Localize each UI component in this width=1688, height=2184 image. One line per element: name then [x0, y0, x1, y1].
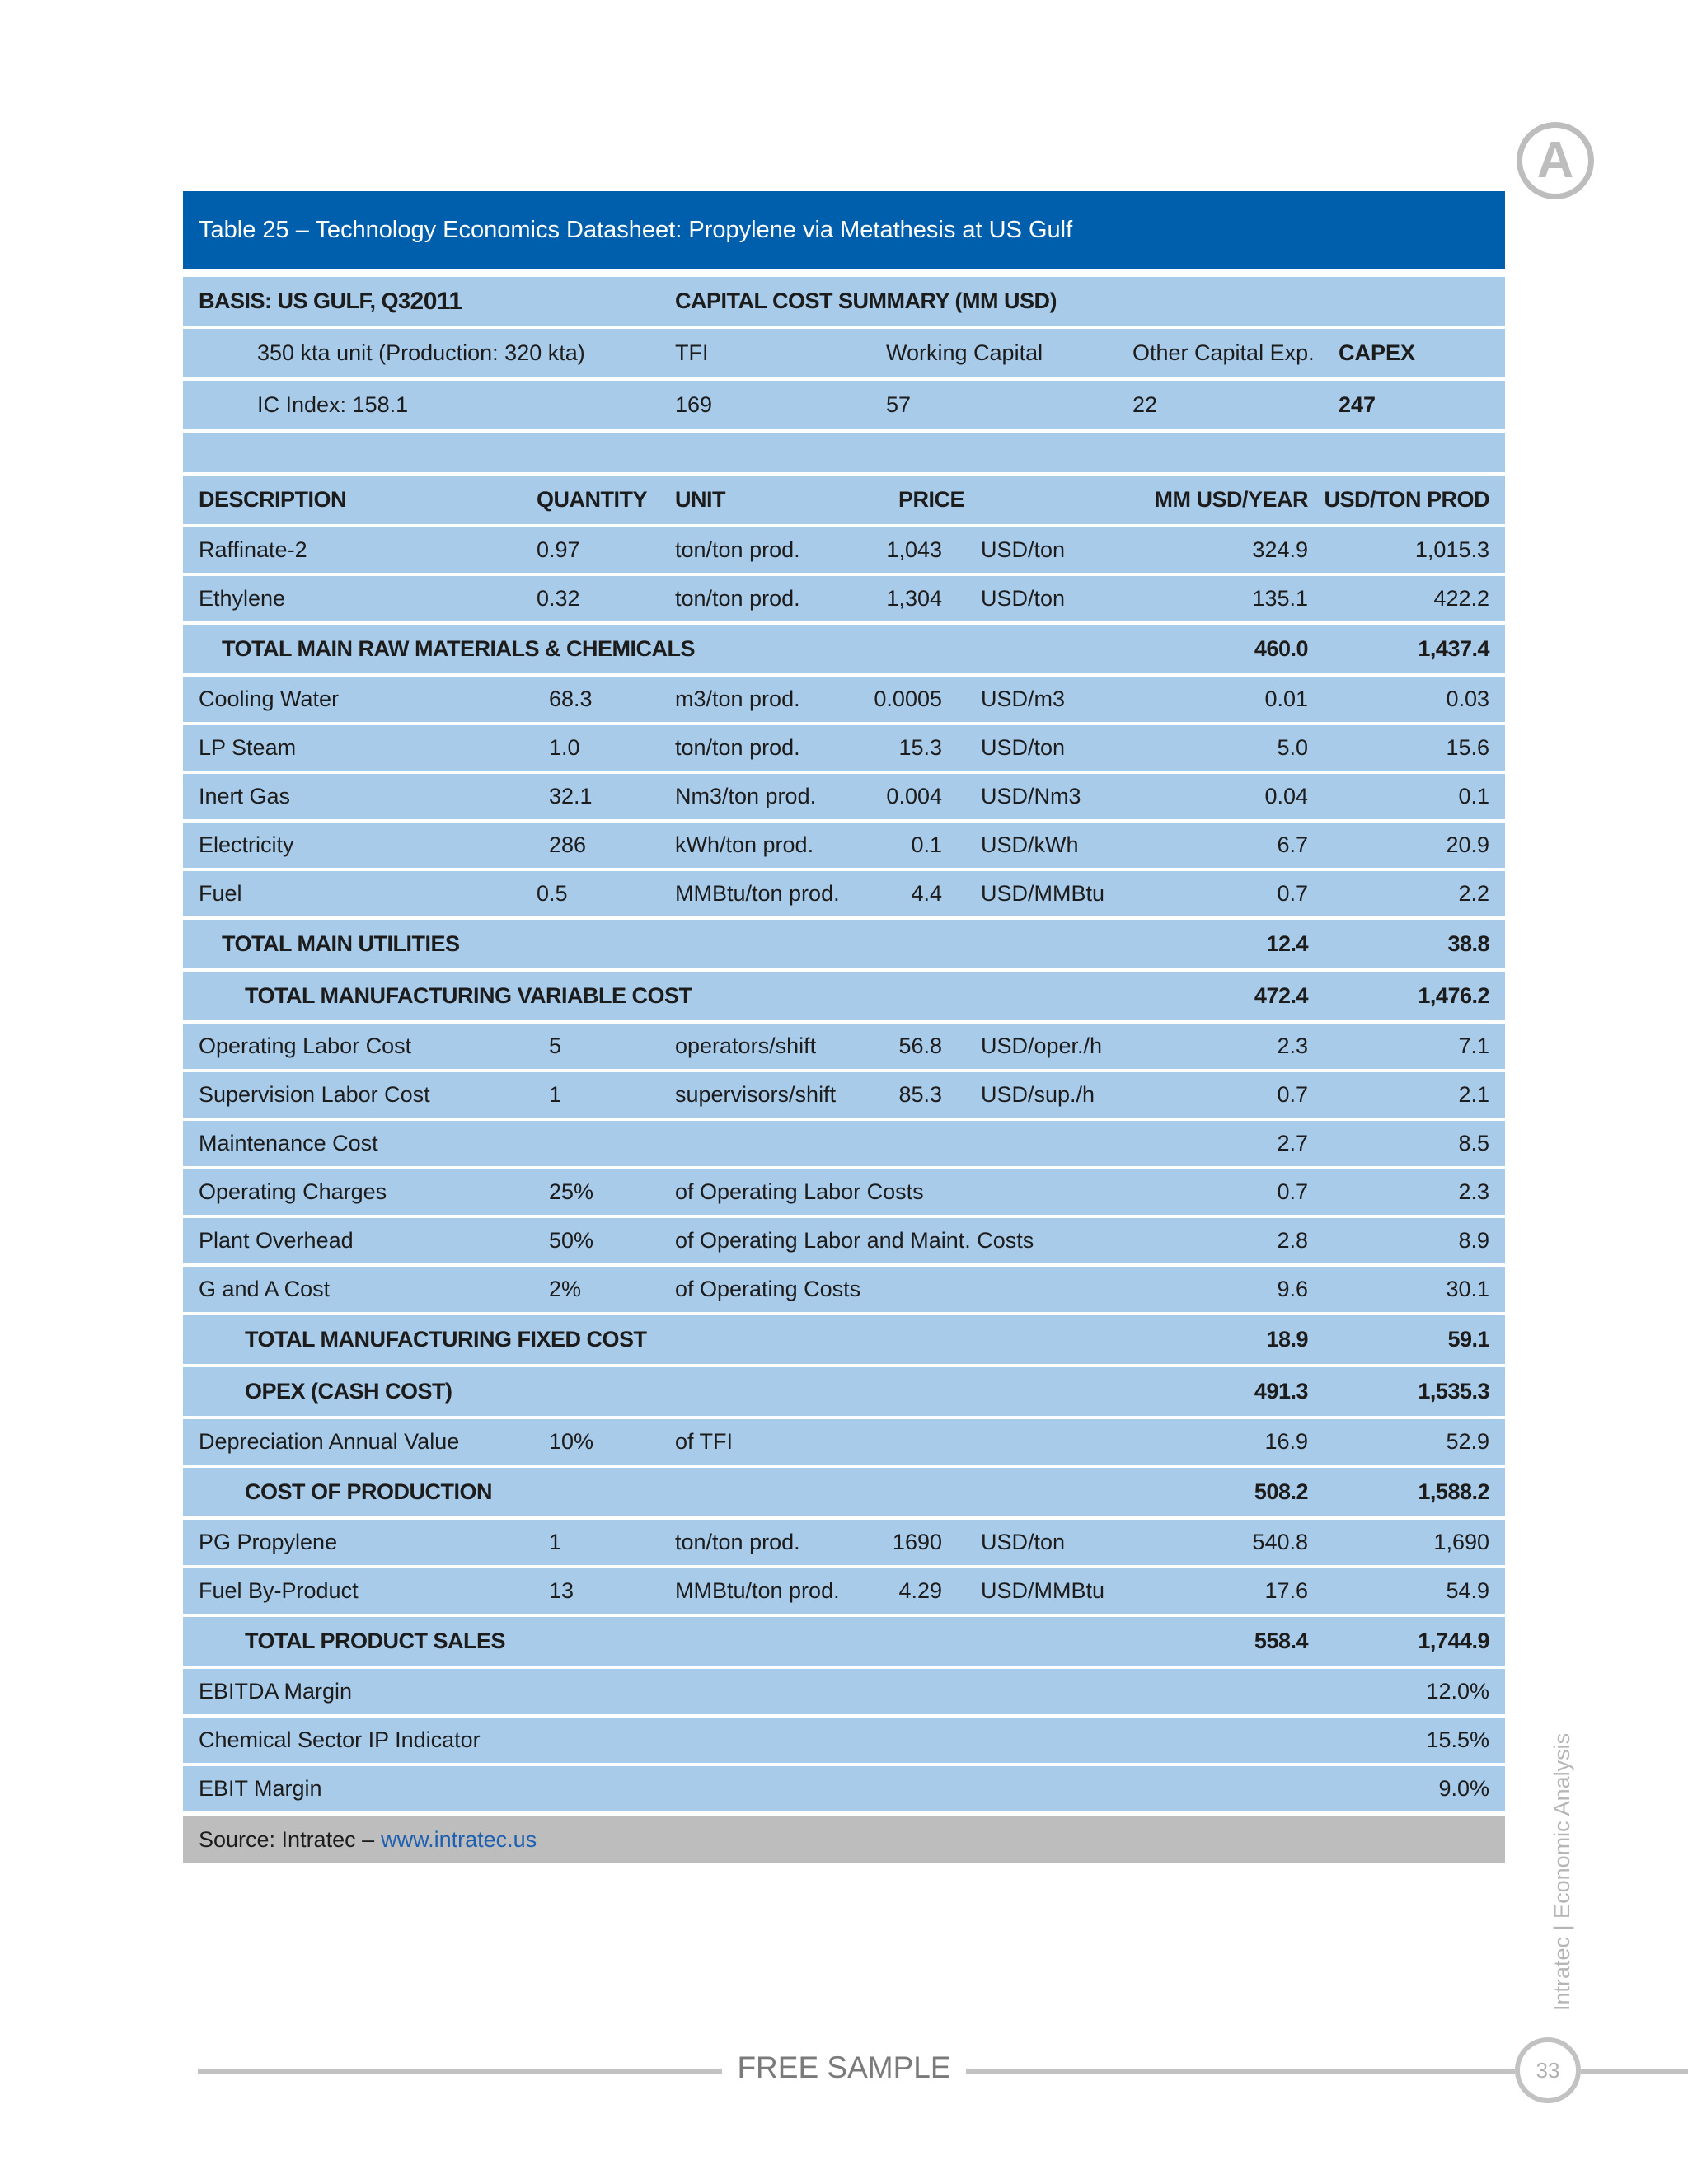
- capital-val-tfi: 169: [675, 392, 713, 417]
- cell-qty: 10%: [549, 1429, 594, 1454]
- cell-usd: 0.1: [1458, 784, 1489, 808]
- cell-unit: ton/ton prod.: [675, 537, 800, 562]
- cell-qty: 1: [549, 1530, 562, 1554]
- cell-usd: 0.03: [1446, 687, 1489, 711]
- cell-mm: 12.4: [1266, 931, 1308, 956]
- table-row: [183, 823, 1505, 871]
- cell-mm: 0.01: [1264, 687, 1308, 711]
- capital-val-working: 57: [886, 392, 912, 417]
- cell-unit: ton/ton prod.: [675, 735, 800, 760]
- cell-qty: 1.0: [549, 735, 580, 760]
- cell-mm: 2.8: [1277, 1228, 1308, 1253]
- cell-desc: Raffinate-2: [199, 537, 307, 562]
- footer-text: FREE SAMPLE: [722, 2050, 965, 2084]
- cell-desc: Fuel By-Product: [199, 1578, 359, 1603]
- cell-punit: USD/Nm3: [981, 784, 1081, 808]
- cell-unit: of Operating Labor and Maint. Costs: [675, 1228, 1034, 1253]
- cell-punit: USD/MMBtu: [981, 881, 1105, 906]
- cell-usd: 15.5%: [1426, 1727, 1489, 1752]
- cell-desc: Plant Overhead: [199, 1228, 354, 1253]
- table-title: Table 25 – Technology Economics Datasheet: Propylene via Metathesis at US Gulf: [183, 191, 1505, 269]
- cell-usd: 52.9: [1446, 1429, 1489, 1454]
- cell-price: 0.0005: [874, 687, 942, 711]
- cell-unit: Nm3/ton prod.: [675, 784, 817, 808]
- cell-mm: 460.0: [1254, 636, 1308, 661]
- cell-desc: TOTAL MANUFACTURING VARIABLE COST: [245, 983, 692, 1008]
- cell-qty: 32.1: [549, 784, 593, 808]
- cell-unit: kWh/ton prod.: [675, 832, 814, 857]
- table-row: [183, 576, 1505, 625]
- cell-desc: Depreciation Annual Value: [199, 1429, 460, 1454]
- table-row: [183, 1218, 1505, 1267]
- cell-price: 1690: [892, 1530, 942, 1554]
- cell-mm: 2.7: [1277, 1131, 1308, 1155]
- cell-desc: Ethylene: [199, 586, 286, 611]
- cell-mm: 6.7: [1277, 832, 1308, 857]
- cell-punit: USD/ton: [981, 735, 1066, 760]
- cell-punit: USD/kWh: [981, 832, 1079, 857]
- cell-usd: 2.1: [1458, 1082, 1489, 1107]
- source-label: Source: Intratec –: [199, 1826, 375, 1852]
- total-row: [183, 972, 1505, 1024]
- cell-desc: PG Propylene: [199, 1530, 338, 1554]
- cell-punit: USD/m3: [981, 687, 1066, 711]
- cell-usd: 2.3: [1458, 1179, 1489, 1204]
- cell-desc: OPEX (CASH COST): [245, 1379, 452, 1404]
- table-row: [183, 725, 1505, 774]
- cell-mm: 5.0: [1277, 735, 1308, 760]
- cell-mm: 491.3: [1254, 1379, 1308, 1404]
- cell-unit: of Operating Labor Costs: [675, 1179, 924, 1204]
- cell-unit: operators/shift: [675, 1033, 817, 1058]
- cell-usd: 1,690: [1433, 1530, 1489, 1554]
- cell-mm: 18.9: [1266, 1327, 1308, 1352]
- header-quantity: QUANTITY: [537, 487, 647, 512]
- cell-mm: 16.9: [1264, 1429, 1308, 1454]
- page-number: 33: [1515, 2037, 1581, 2103]
- table-row: [183, 1718, 1505, 1766]
- capital-values-row: [183, 381, 1505, 433]
- cell-usd: 38.8: [1447, 931, 1489, 956]
- cell-usd: 12.0%: [1426, 1679, 1489, 1704]
- cell-usd: 1,476.2: [1418, 983, 1489, 1008]
- table-row: [183, 1121, 1505, 1169]
- cell-usd: 1,015.3: [1414, 537, 1489, 562]
- cell-qty: 0.97: [537, 537, 580, 562]
- cell-mm: 0.04: [1264, 784, 1308, 808]
- cell-desc: Operating Labor Cost: [199, 1033, 412, 1058]
- cell-usd: 7.1: [1458, 1033, 1489, 1058]
- table-row: [183, 1568, 1505, 1617]
- table-row: [183, 1419, 1505, 1468]
- cell-mm: 2.3: [1277, 1033, 1308, 1058]
- basis-label: [199, 277, 462, 326]
- capital-col-tfi: TFI: [675, 340, 709, 365]
- cell-qty: 13: [549, 1578, 574, 1603]
- cell-qty: 68.3: [549, 687, 593, 711]
- cell-usd: 422.2: [1433, 586, 1489, 611]
- total-row: [183, 625, 1505, 677]
- total-row: [183, 1617, 1505, 1669]
- cell-desc: EBITDA Margin: [199, 1679, 353, 1704]
- capital-columns-row: [183, 329, 1505, 381]
- unit-description: 350 kta unit (Production: 320 kta): [257, 340, 585, 365]
- table-row: [183, 527, 1505, 576]
- cell-price: 0.004: [886, 784, 942, 808]
- cell-unit: m3/ton prod.: [675, 687, 800, 711]
- cell-mm: 0.7: [1277, 1179, 1308, 1204]
- cell-unit: ton/ton prod.: [675, 586, 800, 611]
- total-row: [183, 1315, 1505, 1367]
- header-description: DESCRIPTION: [199, 487, 347, 512]
- cell-desc: TOTAL MAIN RAW MATERIALS & CHEMICALS: [222, 636, 695, 661]
- header-usd-ton-prod: USD/TON PROD: [1324, 487, 1489, 512]
- basis-row: [183, 277, 1505, 329]
- cell-unit: of TFI: [675, 1429, 734, 1454]
- cell-price: 0.1: [911, 832, 942, 857]
- cell-desc: Supervision Labor Cost: [199, 1082, 430, 1107]
- cell-qty: 1: [549, 1082, 562, 1107]
- source-link[interactable]: www.intratec.us: [381, 1826, 537, 1852]
- cell-mm: 17.6: [1264, 1578, 1308, 1603]
- cell-desc: Fuel: [199, 881, 242, 906]
- capital-cost-header: CAPITAL COST SUMMARY (MM USD): [675, 288, 1057, 313]
- cell-mm: 508.2: [1254, 1479, 1308, 1504]
- cell-desc: Electricity: [199, 832, 294, 857]
- cell-desc: Maintenance Cost: [199, 1131, 378, 1155]
- cell-price: 85.3: [898, 1082, 942, 1107]
- intratec-logo-icon: A: [1517, 122, 1594, 199]
- spacer-row: [183, 433, 1505, 476]
- capital-col-working: Working Capital: [886, 340, 1043, 365]
- cell-punit: USD/ton: [981, 586, 1066, 611]
- cell-mm: 135.1: [1252, 586, 1308, 611]
- capital-val-other: 22: [1132, 392, 1158, 417]
- cell-desc: EBIT Margin: [199, 1776, 322, 1801]
- header-price: PRICE: [898, 487, 965, 512]
- cell-mm: 0.7: [1277, 1082, 1308, 1107]
- cell-punit: USD/ton: [981, 1530, 1066, 1554]
- cell-usd: 15.6: [1446, 735, 1489, 760]
- table-row: [183, 1072, 1505, 1121]
- table-row: [183, 774, 1505, 823]
- cell-qty: 50%: [549, 1228, 594, 1253]
- cell-price: 15.3: [898, 735, 942, 760]
- cell-usd: 1,588.2: [1418, 1479, 1489, 1504]
- cell-punit: USD/oper./h: [981, 1033, 1103, 1058]
- cell-qty: 286: [549, 832, 587, 857]
- cell-unit: ton/ton prod.: [675, 1530, 800, 1554]
- cell-unit: MMBtu/ton prod.: [675, 881, 840, 906]
- cell-mm: 558.4: [1254, 1629, 1308, 1653]
- economics-datasheet-table: [183, 191, 1505, 1863]
- cell-desc: Operating Charges: [199, 1179, 387, 1204]
- cell-price: 56.8: [898, 1033, 942, 1058]
- table-row: [183, 1024, 1505, 1072]
- cell-desc: G and A Cost: [199, 1277, 331, 1301]
- cell-usd: 9.0%: [1438, 1776, 1489, 1801]
- cell-qty: 0.5: [537, 881, 568, 906]
- basis-year: 2011: [410, 287, 462, 315]
- cell-qty: 5: [549, 1033, 562, 1058]
- cell-unit: MMBtu/ton prod.: [675, 1578, 840, 1603]
- cell-qty: 25%: [549, 1179, 594, 1204]
- basis-text: BASIS: US GULF, Q3: [199, 288, 410, 313]
- cell-desc: COST OF PRODUCTION: [245, 1479, 492, 1504]
- cell-price: 1,043: [886, 537, 942, 562]
- cell-punit: USD/ton: [981, 537, 1066, 562]
- table-row: [183, 1766, 1505, 1815]
- footer-free-sample: [0, 2050, 1688, 2085]
- header-mm-usd-year: MM USD/YEAR: [1154, 487, 1308, 512]
- cell-usd: 8.5: [1458, 1131, 1489, 1155]
- cell-usd: 1,437.4: [1418, 636, 1489, 661]
- cell-usd: 30.1: [1446, 1277, 1489, 1301]
- capital-col-capex: CAPEX: [1339, 340, 1416, 365]
- table-row: [183, 677, 1505, 725]
- cell-mm: 540.8: [1252, 1530, 1308, 1554]
- cell-qty: 0.32: [537, 586, 580, 611]
- column-header-row: [183, 476, 1505, 527]
- cell-desc: TOTAL PRODUCT SALES: [245, 1629, 506, 1653]
- cell-usd: 20.9: [1446, 832, 1489, 857]
- cell-punit: USD/MMBtu: [981, 1578, 1105, 1603]
- total-row: [183, 1367, 1505, 1419]
- header-unit: UNIT: [675, 487, 725, 512]
- cell-desc: Inert Gas: [199, 784, 291, 808]
- cell-desc: Cooling Water: [199, 687, 340, 711]
- cell-unit: supervisors/shift: [675, 1082, 837, 1107]
- table-row: [183, 1520, 1505, 1568]
- cell-desc: Chemical Sector IP Indicator: [199, 1727, 481, 1752]
- cell-usd: 54.9: [1446, 1578, 1489, 1603]
- cell-mm: 472.4: [1254, 983, 1308, 1008]
- cell-price: 4.4: [911, 881, 942, 906]
- cell-usd: 8.9: [1458, 1228, 1489, 1253]
- capital-col-other: Other Capital Exp.: [1132, 340, 1315, 365]
- cell-desc: LP Steam: [199, 735, 297, 760]
- table-row: [183, 1669, 1505, 1718]
- cell-qty: 2%: [549, 1277, 582, 1301]
- side-label: Intratec | Economic Analysis: [1550, 1732, 1574, 2011]
- ic-index: IC Index: 158.1: [257, 392, 409, 417]
- cell-unit: of Operating Costs: [675, 1277, 861, 1301]
- cell-price: 4.29: [898, 1578, 942, 1603]
- cell-usd: 2.2: [1458, 881, 1489, 906]
- cell-price: 1,304: [886, 586, 942, 611]
- table-row: [183, 1169, 1505, 1218]
- cell-mm: 0.7: [1277, 881, 1308, 906]
- table-row: [183, 871, 1505, 920]
- cell-usd: 1,744.9: [1418, 1629, 1489, 1653]
- table-row: [183, 1267, 1505, 1315]
- cell-usd: 1,535.3: [1418, 1379, 1489, 1404]
- capital-val-capex: 247: [1339, 392, 1376, 417]
- cell-punit: USD/sup./h: [981, 1082, 1095, 1107]
- total-row: [183, 1468, 1505, 1520]
- source-bar: [183, 1816, 1505, 1863]
- total-row: [183, 920, 1505, 972]
- cell-usd: 59.1: [1447, 1327, 1489, 1352]
- cell-mm: 324.9: [1252, 537, 1308, 562]
- cell-mm: 9.6: [1277, 1277, 1308, 1301]
- cell-desc: TOTAL MAIN UTILITIES: [222, 931, 460, 956]
- cell-desc: TOTAL MANUFACTURING FIXED COST: [245, 1327, 647, 1352]
